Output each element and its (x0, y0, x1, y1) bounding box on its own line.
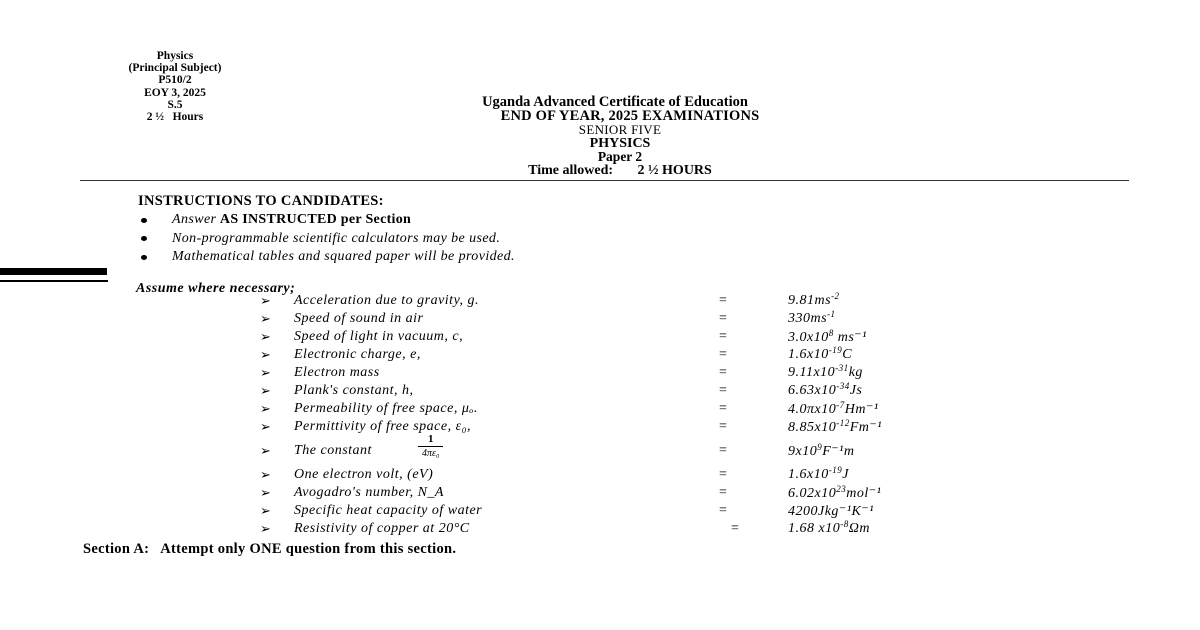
header-divider (80, 180, 1129, 181)
equals-sign: = (719, 419, 727, 434)
constant-value: $9x10^9F^{-1}m$ (788, 442, 855, 459)
meta-class: S.5 (167, 98, 183, 111)
instruction-text-bold: AS INSTRUCTED per Section (219, 212, 412, 228)
constant-name: Permeability of free space, μₒ. (294, 401, 478, 416)
constant-name: Permittivity of free space, ε₀, (294, 419, 471, 434)
constants-heading: Assume where necessary; (136, 281, 296, 296)
constant-row (258, 433, 998, 467)
arrow-bullet-icon: ➢ (260, 503, 271, 518)
equals-sign: = (719, 347, 727, 362)
constant-name: Speed of light in vacuum, c, (294, 329, 464, 344)
constant-value: 4200Jkg⁻¹K⁻¹ (788, 504, 874, 519)
constant-row (258, 503, 998, 521)
arrow-bullet-icon: ➢ (260, 443, 271, 458)
arrow-bullet-icon: ➢ (260, 383, 271, 398)
constant-row (258, 467, 998, 485)
constant-value: $3.0x10^8$ ms⁻¹ (788, 328, 867, 345)
arrow-bullet-icon: ➢ (260, 329, 271, 344)
constant-row (258, 383, 998, 401)
fraction-denominator: 4πε₀ (422, 448, 440, 459)
meta-code: P510/2 (158, 74, 192, 87)
fraction-numerator: 1 (418, 433, 443, 447)
equals-sign: = (731, 521, 739, 536)
exam-paper: Paper 2 (597, 149, 643, 165)
exam-board: Uganda Advanced Certificate of Education (482, 94, 748, 110)
constant-row (258, 329, 998, 347)
equals-sign: = (719, 467, 727, 482)
constant-value: $6.02x10^{23}mol^{-1}$ (788, 484, 882, 501)
equals-sign: = (719, 383, 727, 398)
constant-name: The constant (294, 443, 372, 458)
meta-exam: EOY 3, 2025 (144, 86, 206, 99)
arrow-bullet-icon: ➢ (260, 467, 271, 482)
constant-row (258, 347, 998, 365)
equals-sign: = (719, 311, 727, 326)
instruction-item (138, 230, 515, 249)
equals-sign: = (719, 503, 727, 518)
equals-sign: = (719, 329, 727, 344)
meta-duration: 2 ½ Hours (146, 111, 204, 124)
exam-time-allowed: Time allowed: 2 ½ HOURS (528, 162, 712, 178)
instruction-item (138, 211, 515, 230)
equals-sign: = (719, 293, 727, 308)
constant-name: Acceleration due to gravity, g. (294, 293, 480, 308)
constant-value: $6.63x10^{-34}Js$ (788, 381, 863, 398)
constant-row (258, 419, 998, 437)
exam-name: END OF YEAR, 2025 EXAMINATIONS (500, 107, 760, 124)
arrow-bullet-icon: ➢ (260, 347, 271, 362)
constant-name: One electron volt, (eV) (294, 467, 434, 482)
instruction-text-italic: Mathematical tables and squared paper will be provided. (172, 249, 515, 265)
bullet-icon (141, 218, 147, 223)
section-a-instruction: Section A: Attempt only ONE question from this section. (83, 541, 457, 557)
equals-sign: = (719, 401, 727, 416)
constant-name: Electronic charge, e, (294, 347, 421, 362)
exam-level: SENIOR FIVE (578, 122, 662, 138)
constant-row (258, 365, 998, 383)
arrow-bullet-icon: ➢ (260, 293, 271, 308)
constant-value: $9.81ms^{-2}$ (788, 291, 840, 308)
constant-value: $9.11x10^{-31}kg$ (788, 363, 863, 380)
instructions-list (138, 211, 515, 267)
constant-row (258, 401, 998, 419)
meta-subject: Physics (156, 50, 194, 62)
equals-sign: = (719, 443, 727, 458)
constant-value: 1.68 $x10^{-8}\Omega m$ (788, 519, 870, 536)
constant-value: $4.0\pi x10^{-7}Hm^{-1}$ (788, 400, 879, 417)
instruction-text-italic: Non-programmable scientific calculators may be used. (172, 230, 501, 246)
equals-sign: = (719, 485, 727, 500)
constant-value: $330ms^{-1}$ (788, 309, 836, 326)
arrow-bullet-icon: ➢ (260, 365, 271, 380)
arrow-bullet-icon: ➢ (260, 311, 271, 326)
bullet-icon (141, 255, 147, 260)
exam-subject: PHYSICS (589, 135, 651, 151)
instruction-text-italic: Answer (172, 212, 217, 228)
constant-row (258, 311, 998, 329)
constant-value: $8.85x10^{-12}Fm^{-1}$ (788, 418, 882, 435)
constants-list (258, 293, 998, 539)
constant-name: Electron mass (294, 365, 380, 380)
instruction-item (138, 248, 515, 267)
fraction-one-over-4-pi-epsilon (418, 433, 443, 461)
constant-row (258, 485, 998, 503)
arrow-bullet-icon: ➢ (260, 485, 271, 500)
constant-name: Specific heat capacity of water (294, 503, 483, 518)
arrow-bullet-icon: ➢ (260, 401, 271, 416)
constant-name: Resistivity of copper at 20°C (294, 521, 470, 536)
instructions-heading: INSTRUCTIONS TO CANDIDATES: (138, 193, 384, 209)
constant-name: Avogadro's number, N_A (294, 485, 444, 500)
constant-value: $1.6x10^{-19}J$ (788, 465, 849, 482)
equals-sign: = (719, 365, 727, 380)
bullet-icon (141, 236, 147, 241)
constant-row (258, 521, 998, 539)
constant-value: $1.6x10^{-19}C$ (788, 345, 853, 362)
arrow-bullet-icon: ➢ (260, 521, 271, 536)
arrow-bullet-icon: ➢ (260, 419, 271, 434)
exam-title-block (360, 96, 880, 178)
constant-name: Speed of sound in air (294, 311, 424, 326)
constant-row (258, 293, 998, 311)
meta-category: (Principal Subject) (128, 62, 222, 75)
constant-name: Plank's constant, h, (294, 383, 414, 398)
left-margin-bar-thick (0, 268, 107, 275)
left-margin-bar-thin (0, 280, 108, 282)
paper-meta (80, 50, 270, 123)
